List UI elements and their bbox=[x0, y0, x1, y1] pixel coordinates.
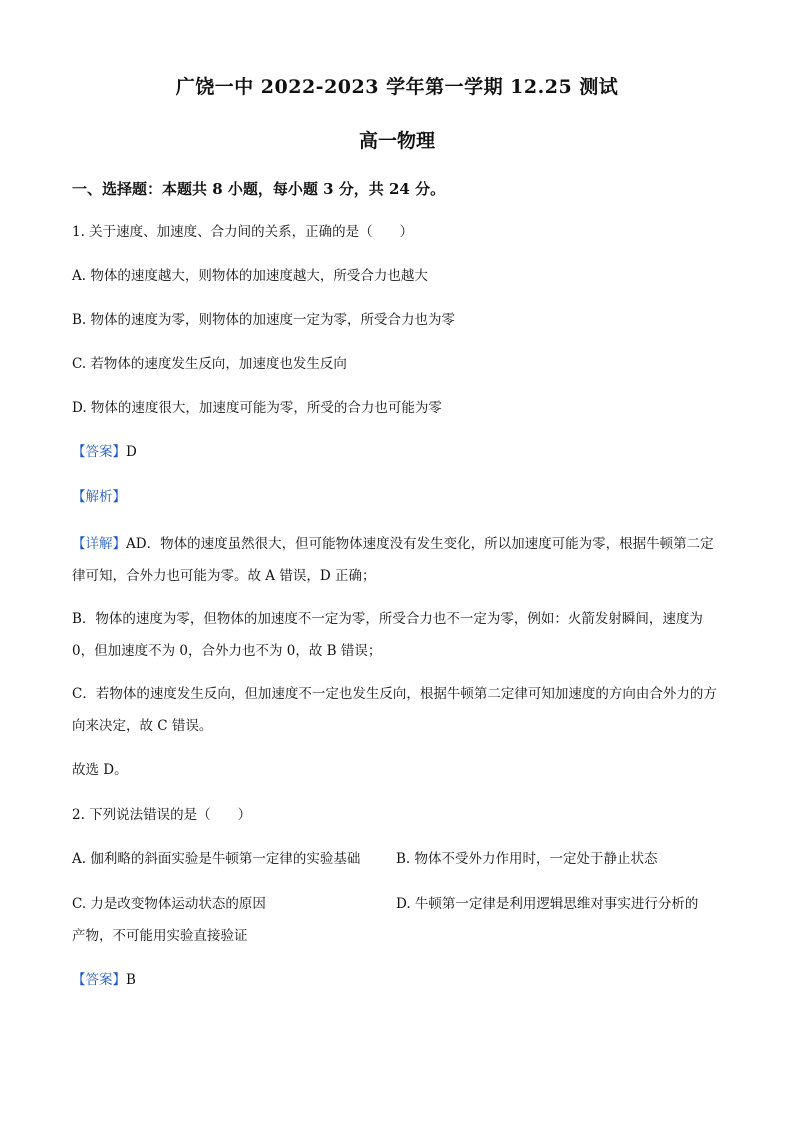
question-2-stem: 2. 下列说法错误的是（ ） bbox=[72, 807, 252, 823]
detail-tag: 【详解】 bbox=[72, 536, 126, 552]
question-1-conclusion: 故选 D。 bbox=[72, 762, 128, 778]
question-2-option-d: D. 牛顿第一定律是利用逻辑思维对事实进行分析的 bbox=[396, 896, 699, 912]
answer-tag: 【答案】 bbox=[72, 972, 126, 988]
question-1-option-a: A. 物体的速度越大，则物体的加速度越大，所受合力也越大 bbox=[72, 268, 428, 284]
question-1-answer bbox=[72, 442, 137, 462]
answer-value: B bbox=[126, 972, 136, 988]
question-2-option-c: C. 力是改变物体运动状态的原因 bbox=[72, 896, 266, 912]
question-1-detail-c: C．若物体的速度发生反向，但加速度不一定也发生反向，根据牛顿第二定律可知加速度的方向由合外力的方向来决定，故 C 错误。 bbox=[72, 686, 717, 734]
exam-title: 广饶一中 2022-2023 学年第一学期 12.25 测试 bbox=[175, 76, 619, 98]
analysis-tag: 【解析】 bbox=[72, 489, 126, 505]
answer-tag: 【答案】 bbox=[72, 444, 126, 460]
question-1-option-d: D. 物体的速度很大，加速度可能为零，所受的合力也可能为零 bbox=[72, 400, 442, 416]
answer-value: D bbox=[126, 444, 137, 460]
question-1-detail-b: B．物体的速度为零，但物体的加速度不一定为零，所受合力也不一定为零，例如：火箭发射瞬间，速度为 0，但加速度不为 0，合外力也不为 0，故 B 错误； bbox=[72, 611, 703, 659]
question-2-option-d-continued: 产物，不可能用实验直接验证 bbox=[72, 928, 248, 944]
exam-subtitle: 高一物理 bbox=[358, 130, 435, 152]
question-1-option-b: B. 物体的速度为零，则物体的加速度一定为零，所受合力也为零 bbox=[72, 312, 456, 328]
question-1-stem: 1. 关于速度、加速度、合力间的关系，正确的是（ ） bbox=[72, 224, 414, 240]
question-1-detail-ad bbox=[72, 528, 724, 592]
question-1-option-c: C. 若物体的速度发生反向，加速度也发生反向 bbox=[72, 356, 347, 372]
section-heading: 一、选择题：本题共 8 小题，每小题 3 分，共 24 分。 bbox=[72, 180, 446, 198]
question-2-option-a: A. 伽利略的斜面实验是牛顿第一定律的实验基础 bbox=[72, 851, 361, 867]
question-2-answer bbox=[72, 970, 136, 990]
detail-ad-text: AD．物体的速度虽然很大，但可能物体速度没有发生变化，所以加速度可能为零，根据牛顿第二定律可知，合外力也可能为零。故 A 错误，D 正确； bbox=[72, 536, 714, 584]
question-2-option-b: B. 物体不受外力作用时，一定处于静止状态 bbox=[396, 851, 658, 867]
